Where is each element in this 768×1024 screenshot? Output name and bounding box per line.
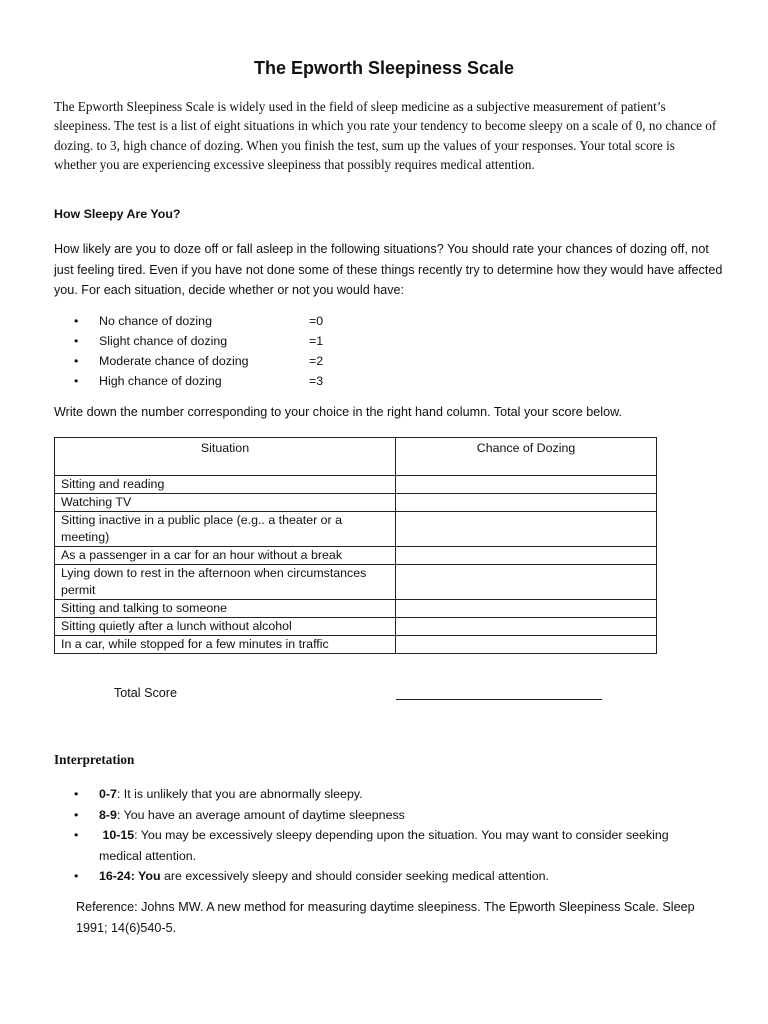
bullet-icon: • xyxy=(74,374,79,388)
situation-cell: Watching TV xyxy=(55,494,396,512)
section-heading-how-sleepy: How Sleepy Are You? xyxy=(54,207,181,221)
table-row xyxy=(55,476,657,494)
table-row xyxy=(55,494,657,512)
bullet-icon: • xyxy=(74,869,79,883)
header-situation: Situation xyxy=(55,438,396,476)
header-chance-of-dozing: Chance of Dozing xyxy=(396,438,657,476)
score-cell[interactable] xyxy=(396,494,657,512)
reference-citation: Reference: Johns MW. A new method for measuring daytime sleepiness. The Epworth Sleepiness Scale. Sleep 1991; 14(6)540-5. xyxy=(76,900,695,935)
score-cell[interactable] xyxy=(396,476,657,494)
situation-cell: As a passenger in a car for an hour without a break xyxy=(55,547,396,565)
situation-cell: Sitting and reading xyxy=(55,476,396,494)
interpretation-item xyxy=(74,784,714,805)
table-row xyxy=(55,565,657,600)
bullet-icon: • xyxy=(74,807,79,822)
situation-cell: In a car, while stopped for a few minutes in traffic xyxy=(55,636,396,654)
situation-cell: Lying down to rest in the afternoon when circumstances permit xyxy=(55,565,396,600)
score-cell[interactable] xyxy=(396,565,657,600)
interpretation-item xyxy=(74,825,714,866)
bullet-icon: • xyxy=(74,354,79,368)
score-cell[interactable] xyxy=(396,636,657,654)
interpretation-text: : You have an average amount of daytime sleepness xyxy=(116,807,405,822)
score-cell[interactable] xyxy=(396,600,657,618)
score-range: 8-9 xyxy=(99,807,117,822)
score-cell[interactable] xyxy=(396,618,657,636)
table-row xyxy=(55,547,657,565)
page-title: The Epworth Sleepiness Scale xyxy=(253,58,515,78)
table-header-row xyxy=(55,438,657,476)
interpretation-text: : It is unlikely that you are abnormally sleepy. xyxy=(116,787,363,801)
instructions-paragraph: How likely are you to doze off or fall asleep in the following situations? You should rate your chances of dozing off, not just feeling tired. Even if you have not done some of these things recently try to determine how they would have affected you. For each situation, decide whether or not you would have: xyxy=(54,242,723,297)
total-score-blank[interactable] xyxy=(396,699,602,700)
scale-value: =2 xyxy=(309,354,324,368)
situation-cell: Sitting inactive in a public place (e.g.. a theater or a meeting) xyxy=(55,512,396,547)
score-cell[interactable] xyxy=(396,512,657,547)
interpretation-heading: Interpretation xyxy=(54,752,135,767)
interpretation-item xyxy=(74,805,714,826)
total-score-label: Total Score xyxy=(114,686,177,700)
table-row xyxy=(55,512,657,547)
score-range: 10-15 xyxy=(99,828,135,842)
scale-value: =0 xyxy=(309,314,324,328)
bullet-icon: • xyxy=(74,314,79,328)
scale-value: =1 xyxy=(309,334,324,348)
table-row xyxy=(55,636,657,654)
interpretation-list xyxy=(74,784,714,887)
table-row xyxy=(55,618,657,636)
scale-label: Moderate chance of dozing xyxy=(99,354,249,368)
situations-table xyxy=(54,437,657,654)
bullet-icon: • xyxy=(74,787,79,801)
situation-cell: Sitting quietly after a lunch without alcohol xyxy=(55,618,396,636)
score-cell[interactable] xyxy=(396,547,657,565)
scale-label: Slight chance of dozing xyxy=(99,334,228,348)
score-range: 16-24: You xyxy=(99,869,161,883)
bullet-icon: • xyxy=(74,828,79,842)
interpretation-text: are excessively sleepy and should consider seeking medical attention. xyxy=(160,869,549,883)
scale-label: No chance of dozing xyxy=(99,314,212,328)
table-row xyxy=(55,600,657,618)
scale-label: High chance of dozing xyxy=(99,374,222,388)
interpretation-text: : You may be excessively sleepy depending upon the situation. You may want to consider seeking medical attention. xyxy=(99,828,669,863)
interpretation-item xyxy=(74,866,714,887)
score-range: 0-7 xyxy=(99,787,117,801)
situation-cell: Sitting and talking to someone xyxy=(55,600,396,618)
write-down-instruction: Write down the number corresponding to your choice in the right hand column. Total your score below. xyxy=(54,405,622,419)
bullet-icon: • xyxy=(74,334,79,348)
scale-value: =3 xyxy=(309,374,324,388)
intro-paragraph: The Epworth Sleepiness Scale is widely used in the field of sleep medicine as a subjective measurement of patient’s sleepiness. The test is a list of eight situations in which you rate your tendency to become sleepy on a scale of 0, no chance of dozing. to 3, high chance of dozing. When you finish the test, sum up the values of your responses. Your total score is whether you are experiencing excessive sleepiness that possibly requires medical attention. xyxy=(54,99,717,173)
